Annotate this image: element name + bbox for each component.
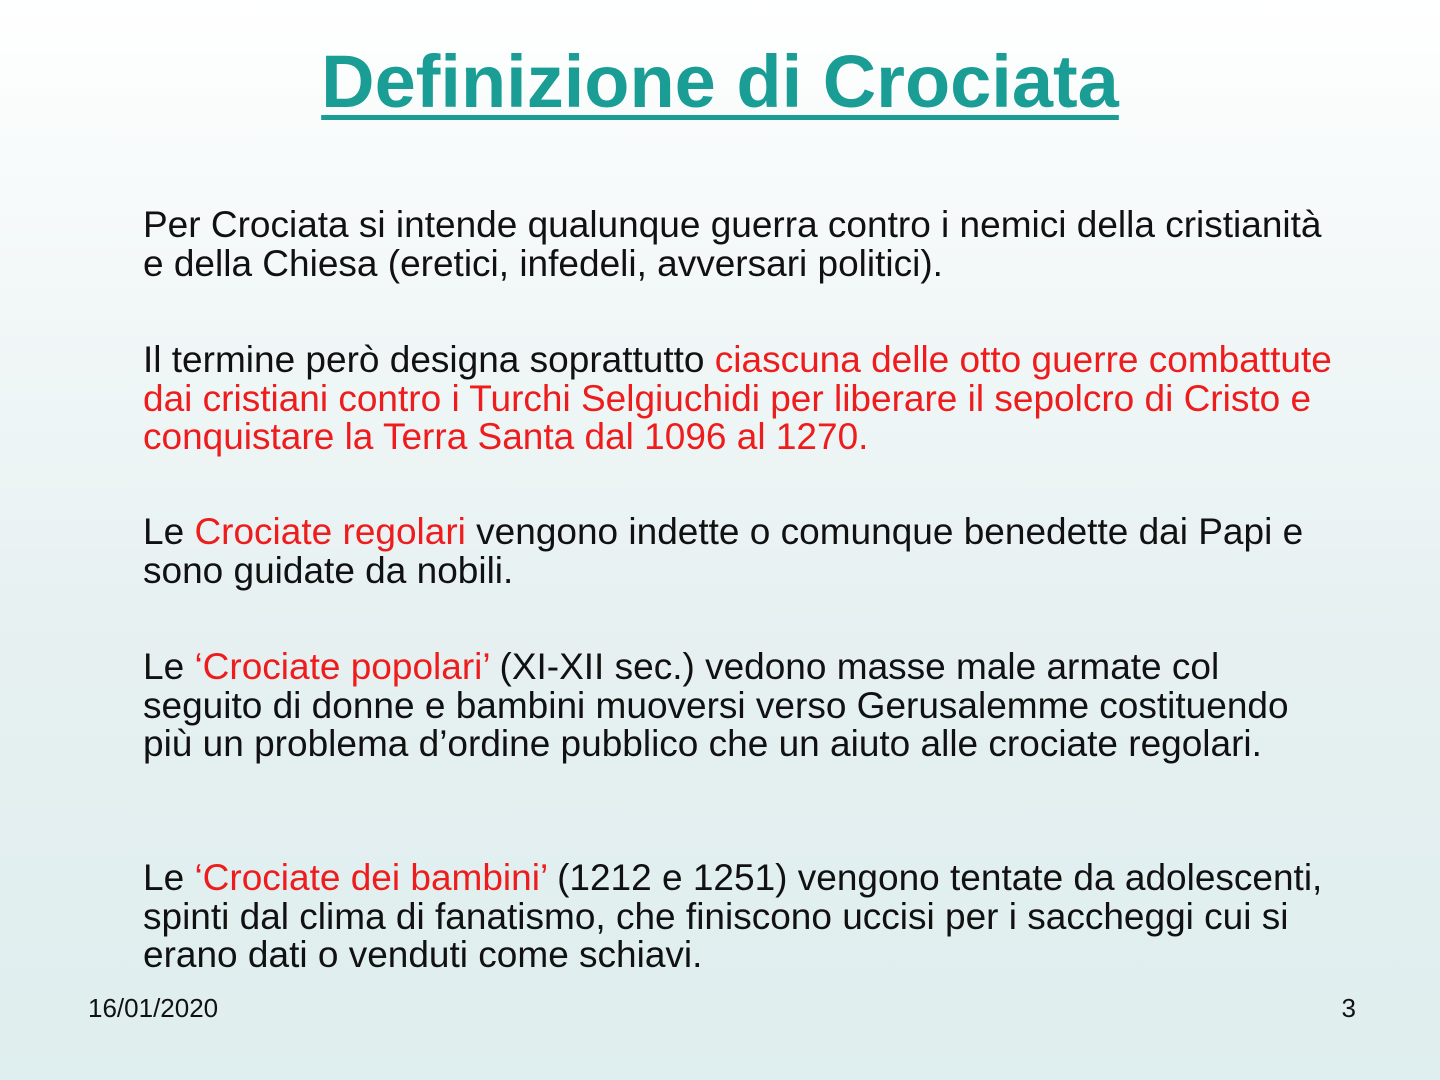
paragraph-popular-crusades-prefix: Le: [143, 646, 195, 687]
paragraph-popular-crusades-text: (XI-XII sec.) vedono masse male armate col seguito di donne e bambini muoversi verso Gerusalemme costituendo più un problema d’ordine pubblico che un aiuto alle crociate regolari.: [143, 646, 1289, 764]
paragraph-children-crusades-highlight: ‘Crociate dei bambini’: [194, 857, 547, 898]
paragraph-regular-crusades-text: vengono indette o comunque benedette dai Papi e sono guidate da nobili.: [143, 511, 1304, 591]
paragraph-definition-text: Per Crociata si intende qualunque guerra contro i nemici della cristianità e della Chiesa (eretici, infedeli, avversari politici).: [143, 204, 1322, 284]
paragraph-popular-crusades: [143, 648, 1343, 764]
slide-title: [0, 38, 1440, 126]
paragraph-term-meaning-text: Il termine però designa soprattutto: [143, 339, 715, 380]
footer-page-number: 3: [1341, 993, 1356, 1023]
paragraph-term-meaning-highlight: ciascuna delle otto guerre combattute dai cristiani contro i Turchi Selgiuchidi per liberare il sepolcro di Cristo e conquistare la Terra Santa dal 1096 al 1270.: [143, 339, 1332, 457]
paragraph-popular-crusades-highlight: ‘Crociate popolari’: [194, 646, 490, 687]
paragraph-definition: [143, 206, 1343, 283]
paragraph-children-crusades-text: (1212 e 1251) vengono tentate da adolescenti, spinti dal clima di fanatismo, che finiscono uccisi per i saccheggi cui si erano dati o venduti come schiavi.: [143, 857, 1323, 975]
paragraph-children-crusades-prefix: Le: [143, 857, 195, 898]
paragraph-term-meaning: [143, 341, 1343, 457]
paragraph-regular-crusades-highlight: Crociate regolari: [194, 511, 466, 552]
slide-title-text: Definizione di Crociata: [321, 40, 1119, 123]
footer-date: 16/01/2020: [88, 993, 219, 1023]
paragraph-regular-crusades: [143, 513, 1343, 590]
paragraph-children-crusades: [143, 859, 1343, 975]
paragraph-regular-crusades-prefix: Le: [143, 511, 195, 552]
